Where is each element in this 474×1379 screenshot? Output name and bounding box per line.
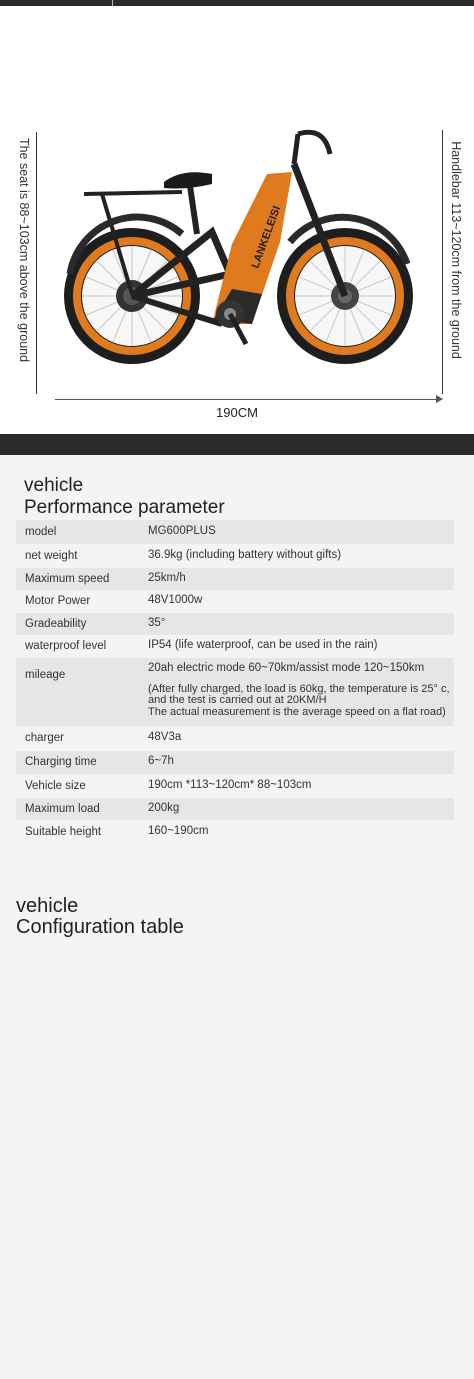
spec-key: net weight xyxy=(25,550,78,562)
spec-value: 36.9kg (including battery without gifts) xyxy=(148,549,342,561)
length-dimension-arrow xyxy=(436,395,443,403)
ebike-image xyxy=(62,124,417,394)
spec-key: Charging time xyxy=(25,756,97,768)
spec-value: MG600PLUS xyxy=(148,525,216,537)
spec-key: Suitable height xyxy=(25,826,102,838)
spec-value: 35° xyxy=(148,617,166,629)
handlebar-height-label: Handlebar 113~120cm from the ground xyxy=(449,141,463,359)
spec-value: 48V1000w xyxy=(148,594,203,606)
handlebar-height-line xyxy=(442,130,443,394)
performance-title-line2: Performance parameter xyxy=(24,497,225,518)
spec-key: model xyxy=(25,526,57,538)
spec-row xyxy=(16,568,454,590)
spec-row xyxy=(16,751,454,774)
spec-row xyxy=(16,590,454,613)
spec-row xyxy=(16,520,454,544)
spec-key: waterproof level xyxy=(25,640,107,652)
spec-key: charger xyxy=(25,732,64,744)
spec-key: Maximum speed xyxy=(25,573,110,585)
spec-key: Motor Power xyxy=(25,595,91,607)
spec-value: 160~190cm xyxy=(148,825,209,837)
seat-height-label: The seat is 88~103cm above the ground xyxy=(17,137,31,363)
spec-row xyxy=(16,798,454,820)
configuration-panel xyxy=(0,879,474,1379)
length-label: 190CM xyxy=(216,405,258,420)
configuration-title-line2: Configuration table xyxy=(16,916,184,938)
spec-key: Gradeability xyxy=(25,618,87,630)
mileage-note-line: and the test is carried out at 20KM/H xyxy=(148,694,327,706)
spec-value: 190cm *113~120cm* 88~103cm xyxy=(148,779,312,791)
spec-value: 48V3a xyxy=(148,731,182,743)
spec-key: Vehicle size xyxy=(25,780,86,792)
spec-row xyxy=(16,613,454,635)
configuration-title-line1: vehicle xyxy=(16,895,79,917)
spec-value: 25km/h xyxy=(148,572,186,584)
length-dimension-line xyxy=(55,399,438,400)
spec-row xyxy=(16,635,454,658)
seat-height-line xyxy=(36,132,37,394)
spec-value: IP54 (life waterproof, can be used in the rain) xyxy=(148,639,378,651)
spec-row xyxy=(16,774,454,798)
spec-key: mileage xyxy=(25,669,66,681)
mileage-note-line: (After fully charged, the load is 60kg, the temperature is 25° c, xyxy=(148,683,450,695)
bike-dimension-figure xyxy=(0,6,474,434)
spec-value: 6~7h xyxy=(148,755,174,767)
performance-title-line1: vehicle xyxy=(24,475,84,496)
spec-value: 20ah electric mode 60~70km/assist mode 120~150km xyxy=(148,662,425,674)
spec-row xyxy=(16,820,454,844)
frame-brand: LANKELEISI xyxy=(249,204,284,271)
spec-row xyxy=(16,544,454,568)
mileage-note-line: The actual measurement is the average speed on a flat road) xyxy=(148,706,446,718)
spec-key: Maximum load xyxy=(25,803,100,815)
spec-value: 200kg xyxy=(148,802,180,814)
spec-row xyxy=(16,726,454,751)
